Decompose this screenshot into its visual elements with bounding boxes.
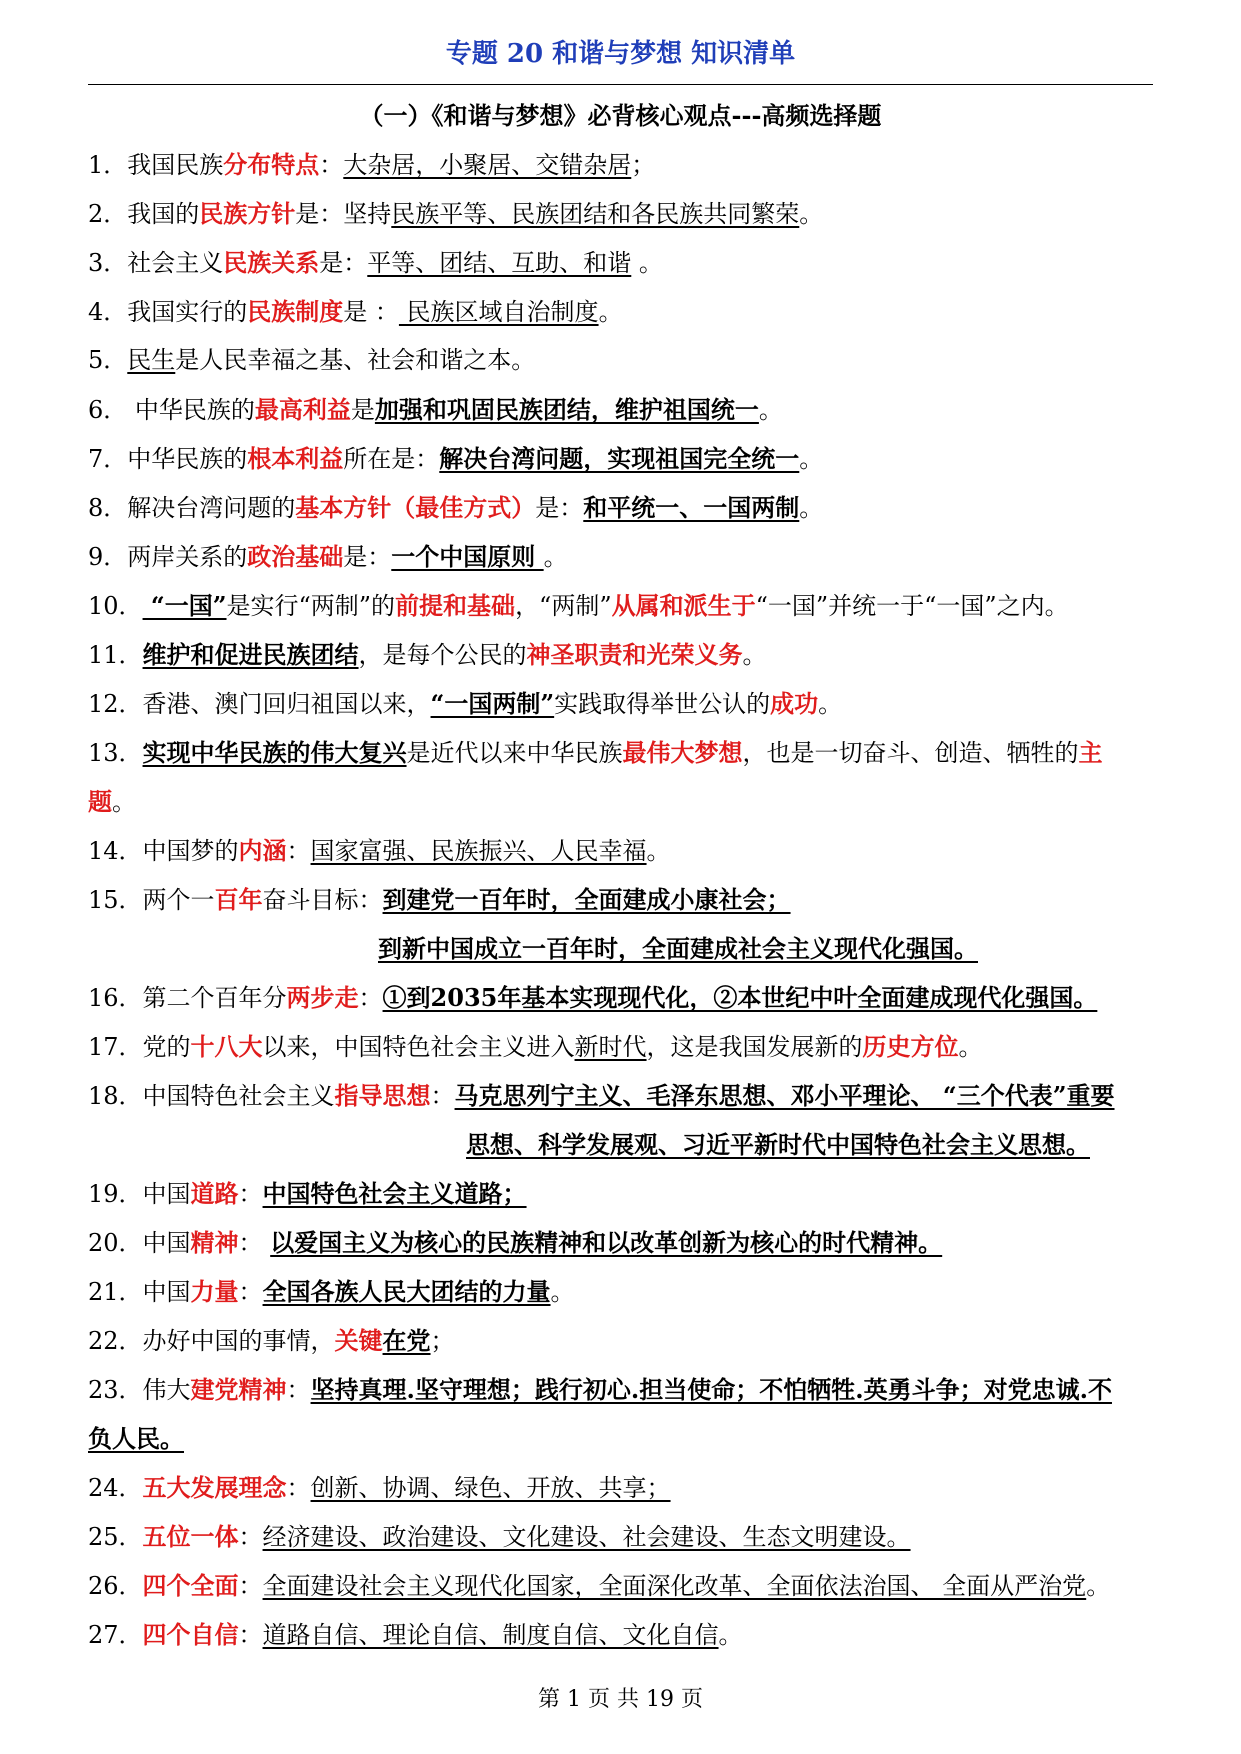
key-point: 平等、团结、互助、和谐 xyxy=(367,249,632,277)
list-text: ； xyxy=(631,151,656,179)
list-text: 16．第二个百年分 xyxy=(88,984,287,1012)
list-item xyxy=(88,924,1153,973)
key-point: 加强和巩固民族团结，维护祖国统一 xyxy=(374,395,759,424)
list-text: 13． xyxy=(88,739,143,767)
list-item xyxy=(88,1512,1153,1561)
list-text: 27． xyxy=(88,1621,143,1649)
list-text: “一国”并统一于“一国”之内。 xyxy=(755,592,1069,620)
list-text: 。 xyxy=(631,249,663,277)
list-text: 是：坚持 xyxy=(295,200,392,228)
list-item xyxy=(88,483,1153,532)
list-text: 是人民幸福之基、社会和谐之本。 xyxy=(175,346,536,374)
list-text: 是： xyxy=(319,249,368,277)
key-point: 民族平等、民族团结和各民族共同繁荣 xyxy=(391,200,800,228)
list-text: 。 xyxy=(958,1033,983,1061)
highlight-term: 历史方位 xyxy=(862,1032,959,1061)
list-item xyxy=(88,1218,1153,1267)
list-item xyxy=(88,875,1153,924)
list-text: ： xyxy=(286,837,311,865)
list-item xyxy=(88,1071,1153,1120)
list-text: 。 xyxy=(742,641,767,669)
list-item xyxy=(88,679,1153,728)
list-item xyxy=(88,1022,1153,1071)
list-text: ； xyxy=(430,1327,455,1355)
key-point: 到新中国成立一百年时，全面建成社会主义现代化强国。 xyxy=(378,934,978,963)
key-point: 国家富强、民族振兴、人民幸福 xyxy=(310,837,647,865)
list-text: 10． xyxy=(88,592,143,620)
key-point: 新时代 xyxy=(574,1033,647,1061)
highlight-term: 力量 xyxy=(190,1277,239,1306)
list-text: 是 xyxy=(350,396,375,424)
list-text: 17．党的 xyxy=(88,1033,191,1061)
highlight-term: 精神 xyxy=(190,1228,239,1257)
list-text: 7．中华民族的 xyxy=(88,445,248,473)
list-text: ： xyxy=(238,1180,263,1208)
key-point: 思想、科学发展观、习近平新时代中国特色社会主义思想。 xyxy=(466,1130,1090,1159)
highlight-term: 十八大 xyxy=(190,1032,263,1061)
key-point: 维护和促进民族团结 xyxy=(142,640,359,669)
list-text: 。 xyxy=(718,1621,743,1649)
key-point: 一个中国原则 xyxy=(391,542,544,571)
highlight-term: 民族关系 xyxy=(223,248,320,277)
list-text: 1．我国民族 xyxy=(88,151,224,179)
key-point: 负人民。 xyxy=(88,1424,184,1453)
list-item xyxy=(88,728,1153,777)
list-text: 奋斗目标： xyxy=(262,886,383,914)
list-text: ： xyxy=(286,1376,311,1404)
list-text: 26． xyxy=(88,1572,143,1600)
list-text: 。 xyxy=(818,690,843,718)
highlight-term: 前提和基础 xyxy=(395,591,516,620)
list-item xyxy=(88,189,1153,238)
key-point: 以爱国主义为核心的民族精神和以改革创新为核心的时代精神。 xyxy=(270,1228,943,1257)
list-item xyxy=(88,1561,1153,1610)
highlight-term: 最高利益 xyxy=(254,395,351,424)
highlight-term: 道路 xyxy=(190,1179,239,1208)
list-item xyxy=(88,1316,1153,1365)
list-text: 14．中国梦的 xyxy=(88,837,239,865)
list-text: 是实行“两制”的 xyxy=(226,592,396,620)
list-text: ： xyxy=(238,1523,263,1551)
highlight-term: 基本方针（最佳方式） xyxy=(295,493,536,522)
list-text: 8．解决台湾问题的 xyxy=(88,494,296,522)
highlight-term: 题 xyxy=(88,787,112,816)
highlight-term: 两步走 xyxy=(286,983,359,1012)
list-text: ，这是我国发展新的 xyxy=(646,1033,863,1061)
list-text: 。 xyxy=(799,494,824,522)
list-text: ： xyxy=(238,1229,271,1257)
list-text: 。 xyxy=(646,837,671,865)
key-point: 全面建设社会主义现代化国家，全面深化改革、全面依法治国、 全面从严治党 xyxy=(262,1572,1087,1600)
list-item xyxy=(88,1414,1153,1463)
list-text: 。 xyxy=(598,298,623,326)
list-text: 15．两个一 xyxy=(88,886,215,914)
list-text: 19．中国 xyxy=(88,1180,191,1208)
list-text: 6． 中华民族的 xyxy=(88,396,255,424)
highlight-term: 成功 xyxy=(770,689,819,718)
list-text: 是 ： xyxy=(343,298,399,326)
list-text: 3．社会主义 xyxy=(88,249,224,277)
list-text: ，是每个公民的 xyxy=(358,641,527,669)
list-text: 所在是： xyxy=(343,445,440,473)
key-point: 创新、协调、绿色、开放、共享； xyxy=(310,1474,671,1502)
list-item xyxy=(88,140,1153,189)
key-point: ①到2035年基本实现现代化，②本世纪中叶全面建成现代化强国。 xyxy=(382,983,1098,1012)
list-text: 是近代以来中华民族 xyxy=(406,739,623,767)
list-text: 以来，中国特色社会主义进入 xyxy=(262,1033,575,1061)
list-item xyxy=(88,434,1153,483)
list-text: 。 xyxy=(799,445,824,473)
list-item xyxy=(88,287,1153,336)
list-item xyxy=(88,532,1153,581)
list-item xyxy=(88,238,1153,287)
list-text: ： xyxy=(238,1572,263,1600)
list-text: ，“两制” xyxy=(515,592,612,620)
list-text: 21．中国 xyxy=(88,1278,191,1306)
key-point: 实现中华民族的伟大复兴 xyxy=(142,738,407,767)
key-point: 到建党一百年时，全面建成小康社会； xyxy=(382,885,791,914)
list-text: ： xyxy=(238,1278,263,1306)
list-item xyxy=(88,973,1153,1022)
list-item xyxy=(88,630,1153,679)
list-text: 。 xyxy=(1086,1572,1111,1600)
section-title: （一）《和谐与梦想》必背核心观点---高频选择题 xyxy=(359,101,882,130)
list-item xyxy=(88,385,1153,434)
list-item xyxy=(88,1169,1153,1218)
highlight-term: 政治基础 xyxy=(247,542,344,571)
list-text: 。 xyxy=(758,396,783,424)
key-point: 民族区域自治制度 xyxy=(398,298,599,326)
key-point: 民生 xyxy=(127,346,176,374)
highlight-term: 主 xyxy=(1078,738,1103,767)
list-text: 12．香港、澳门回归祖国以来， xyxy=(88,690,431,718)
key-point: 和平统一、一国两制 xyxy=(583,493,800,522)
list-item xyxy=(88,826,1153,875)
list-item xyxy=(88,1365,1153,1414)
list-text: 24． xyxy=(88,1474,143,1502)
knowledge-list xyxy=(88,140,1153,1659)
page-header-title: 专题 20 和谐与梦想 知识清单 xyxy=(445,39,796,69)
list-text: 5． xyxy=(88,346,128,374)
highlight-term: 指导思想 xyxy=(334,1081,431,1110)
highlight-term: 内涵 xyxy=(238,836,287,865)
highlight-term: 民族方针 xyxy=(199,199,296,228)
highlight-term: 建党精神 xyxy=(190,1375,287,1404)
list-text: 11． xyxy=(88,641,143,669)
list-item xyxy=(88,1267,1153,1316)
list-text: 2．我国的 xyxy=(88,200,200,228)
list-text: ： xyxy=(319,151,344,179)
list-item xyxy=(88,1463,1153,1512)
list-item xyxy=(88,777,1153,826)
list-text: ： xyxy=(286,1474,311,1502)
list-text: 。 xyxy=(112,788,136,816)
key-point: 解决台湾问题，实现祖国完全统一 xyxy=(439,444,800,473)
list-text: ： xyxy=(358,984,383,1012)
list-text: 是： xyxy=(343,543,392,571)
list-text: 18．中国特色社会主义 xyxy=(88,1082,335,1110)
list-text: 4．我国实行的 xyxy=(88,298,248,326)
key-point: “一国” xyxy=(142,591,227,620)
highlight-term: 五大发展理念 xyxy=(142,1473,287,1502)
list-item xyxy=(88,1610,1153,1659)
highlight-term: 民族制度 xyxy=(247,297,344,326)
list-text: ，也是一切奋斗、创造、牺牲的 xyxy=(742,739,1079,767)
highlight-term: 四个全面 xyxy=(142,1571,239,1600)
key-point: 在党 xyxy=(382,1326,431,1355)
list-item xyxy=(88,336,1153,385)
page-header xyxy=(88,28,1153,85)
list-text: ： xyxy=(238,1621,263,1649)
list-text: 是： xyxy=(535,494,584,522)
highlight-term: 最伟大梦想 xyxy=(622,738,743,767)
highlight-term: 神圣职责和光荣义务 xyxy=(526,640,743,669)
highlight-term: 五位一体 xyxy=(142,1522,239,1551)
list-text: ： xyxy=(430,1082,455,1110)
highlight-term: 四个自信 xyxy=(142,1620,239,1649)
list-text: 23．伟大 xyxy=(88,1376,191,1404)
key-point: 经济建设、政治建设、文化建设、社会建设、生态文明建设。 xyxy=(262,1523,911,1551)
key-point: 马克思列宁主义、毛泽东思想、邓小平理论、 “三个代表”重要 xyxy=(454,1081,1115,1110)
key-point: “一国两制” xyxy=(430,689,555,718)
list-text: 。 xyxy=(543,543,568,571)
list-text: 实践取得举世公认的 xyxy=(554,690,771,718)
list-text: 。 xyxy=(799,200,824,228)
page-footer: 第 1 页 共 19 页 xyxy=(538,1687,703,1712)
key-point: 坚持真理.坚守理想；践行初心.担当使命；不怕牺牲.英勇斗争；对党忠诚.不 xyxy=(310,1375,1112,1404)
highlight-term: 百年 xyxy=(214,885,263,914)
key-point: 大杂居，小聚居、交错杂居 xyxy=(343,151,632,179)
highlight-term: 根本利益 xyxy=(247,444,344,473)
highlight-term: 从属和派生于 xyxy=(611,591,756,620)
list-text: 22．办好中国的事情， xyxy=(88,1327,335,1355)
highlight-term: 关键 xyxy=(334,1326,383,1355)
list-text: 25． xyxy=(88,1523,143,1551)
list-item xyxy=(88,1120,1153,1169)
list-text: 20．中国 xyxy=(88,1229,191,1257)
list-text: 。 xyxy=(550,1278,575,1306)
key-point: 全国各族人民大团结的力量 xyxy=(262,1277,551,1306)
list-item xyxy=(88,581,1153,630)
list-text: 9．两岸关系的 xyxy=(88,543,248,571)
highlight-term: 分布特点 xyxy=(223,150,320,179)
key-point: 道路自信、理论自信、制度自信、文化自信 xyxy=(262,1621,719,1649)
key-point: 中国特色社会主义道路； xyxy=(262,1179,527,1208)
